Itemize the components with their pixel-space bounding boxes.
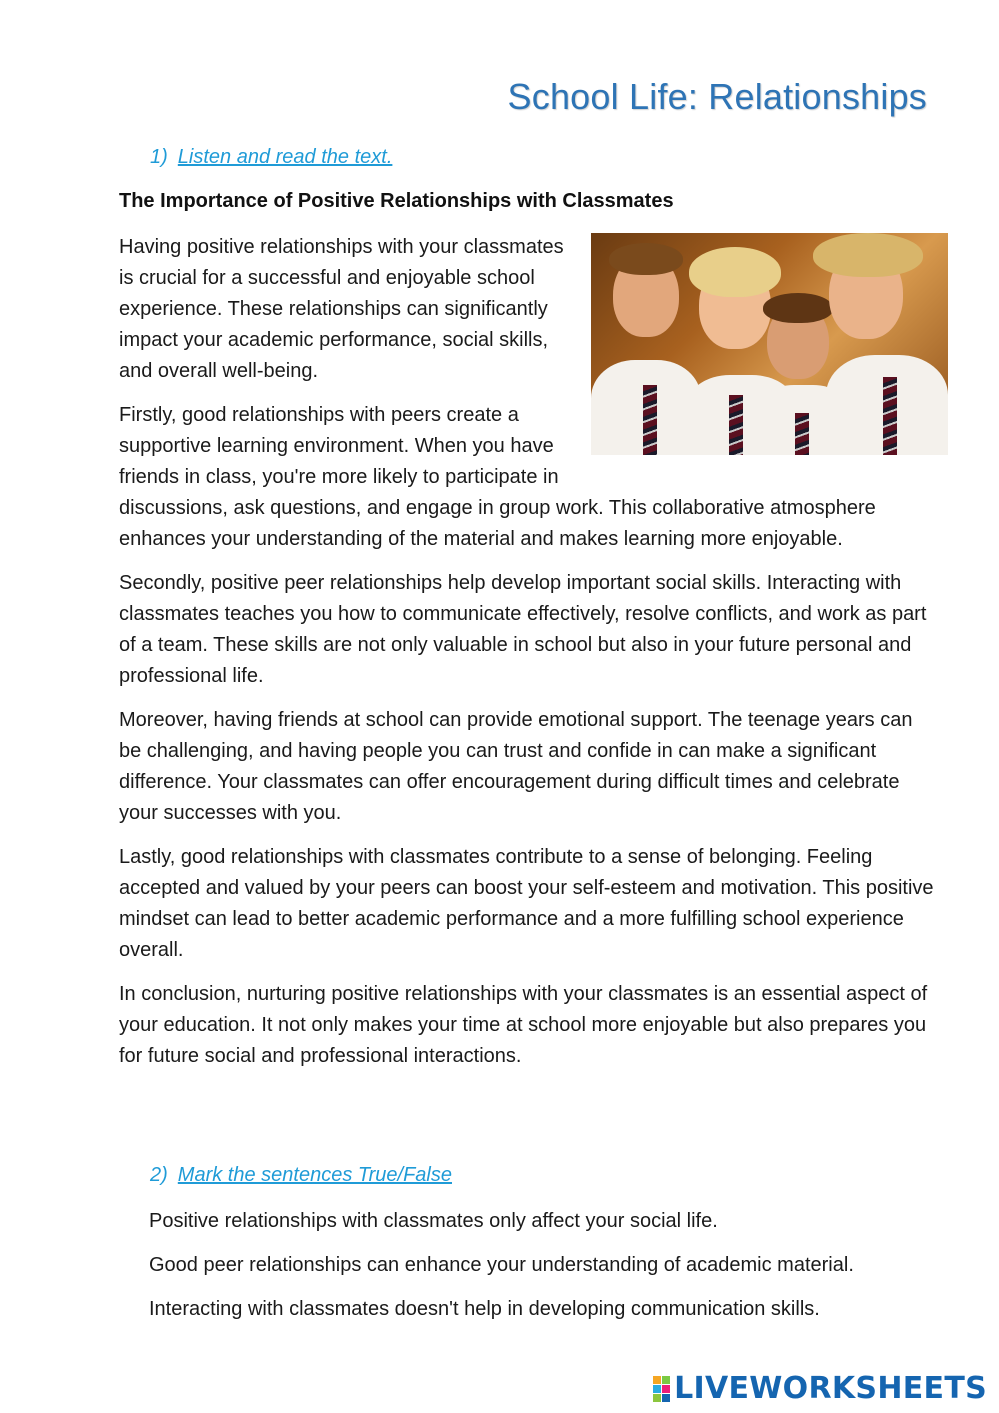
task-1-number: 1) bbox=[150, 146, 168, 168]
article-body bbox=[119, 232, 934, 1085]
students-photo bbox=[591, 233, 948, 455]
article-paragraph: Secondly, positive peer relationships help develop important social skills. Interacting with classmates teaches you how to communicate effectively, resolve conflicts, and work as part of a team. These skills are not only valuable in school but also in your future personal and professional life. bbox=[119, 572, 927, 687]
task-2-link[interactable]: Mark the sentences True/False bbox=[177, 1164, 452, 1186]
article-paragraph: Firstly, good relationships with peers create a supportive learning environment. When you have friends in class, you're more likely to participate in discussions, ask questions, and engage in group work. This collaborative atmosphere enhances your understanding of the material and makes learning more enjoyable. bbox=[119, 404, 876, 550]
page-title: School Life: Relationships bbox=[507, 76, 927, 117]
article-paragraph: Lastly, good relationships with classmates contribute to a sense of belonging. Feeling accepted and valued by your peers can boost your self-esteem and motivation. This positive mindset can lead to better academic performance and a more fulfilling school experience overall. bbox=[119, 846, 934, 961]
task-2-instruction bbox=[150, 1164, 452, 1187]
task-1-instruction bbox=[150, 146, 392, 169]
statement-item[interactable]: Good peer relationships can enhance your understanding of academic material. bbox=[149, 1254, 854, 1276]
article-heading: The Importance of Positive Relationships with Classmates bbox=[119, 190, 674, 212]
statement-item[interactable]: Positive relationships with classmates only affect your social life. bbox=[149, 1210, 718, 1232]
liveworksheets-logo bbox=[653, 1371, 987, 1406]
task-2-number: 2) bbox=[150, 1164, 168, 1186]
liveworksheets-logo-icon bbox=[653, 1376, 670, 1402]
true-false-statements bbox=[149, 1206, 854, 1338]
statement-item[interactable]: Interacting with classmates doesn't help in developing communication skills. bbox=[149, 1298, 820, 1320]
article-paragraph: Moreover, having friends at school can provide emotional support. The teenage years can be challenging, and having people you can trust and confide in can make a significant difference. Your classmates can offer encouragement during difficult times and celebrate your successes with you. bbox=[119, 709, 913, 824]
logo-text: LIVEWORKSHEETS bbox=[674, 1371, 987, 1406]
article-paragraph: Having positive relationships with your classmates is crucial for a successful and enjoyable school experience. These relationships can significantly impact your academic performance, social skills, and overall well-being. bbox=[119, 236, 564, 382]
article-paragraph: In conclusion, nurturing positive relationships with your classmates is an essential aspect of your education. It not only makes your time at school more enjoyable but also prepares you for future social and professional interactions. bbox=[119, 983, 928, 1067]
task-1-link[interactable]: Listen and read the text. bbox=[177, 146, 393, 168]
